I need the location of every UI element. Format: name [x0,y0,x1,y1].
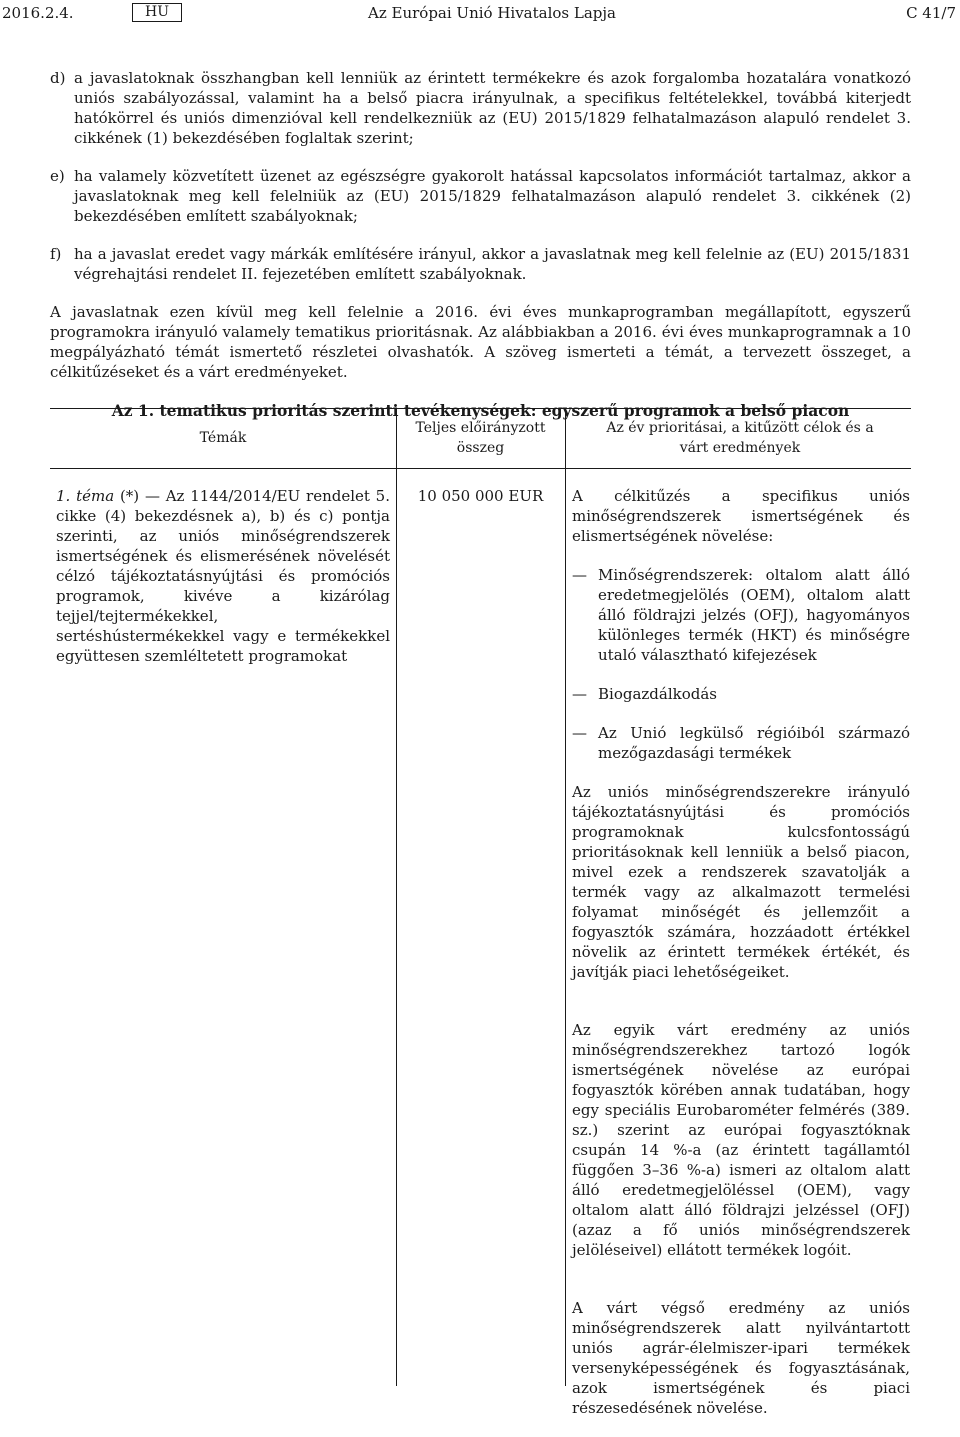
dash-item [572,723,910,763]
priority-paragraph: Az uniós minőségrendszerekre irányuló tájékoztatásnyújtási és promóciós programoknak kulcsfontosságú prioritásoknak kell lenniük a belső piacon, mivel ezek a rendszerek szavatolják a termék vagy az alkalmazott termelési folyamat minőségét és jellemzőit a fogyasztók számára, hozzáadott értékkel növelik az érintett termékek értékét, és javítják piaci lehetőségeiket. [572,783,910,981]
column-header-amount: Teljes előirányzott összeg [415,420,546,456]
page-header [0,4,960,26]
dash-item-text: Az Unió legkülső régióiból származó mezőgazdasági termékek [598,724,910,762]
list-item-text: ha valamely közvetített üzenet az egészségre gyakorolt hatással kapcsolatos információt tartalmaz, akkor a javaslatoknak meg kell felelniük az (EU) 2015/1829 felhatalmazáson alapuló rendelet 3. cikkének (2) bekezdésében említett szabályoknak; [74,167,911,225]
page-number: C 41/7 [906,4,956,22]
topic-lead: 1. téma [56,487,115,505]
dash-item [572,684,910,704]
objective-text: A célkitűzés a specifikus uniós minőségrendszerek ismertségének és elismertségének növelése: [572,487,910,545]
list-item-d [50,68,911,148]
journal-title: Az Európai Unió Hivatalos Lapja [368,4,616,22]
dash-marker: — [572,724,587,742]
priorities-cell [572,486,910,1437]
list-item-f [50,244,911,284]
publication-date: 2016.2.4. [2,4,74,22]
topic-text: — Az 1144/2014/EU rendelet 5. cikke (4) bekezdésnek a), b) és c) pontja szerinti, az uniós minőségrendszerek ismertségének és elismerésének növelését célzó tájékoztatásnyújtási és promóciós programok, kivéve a kizárólag tejjel/tejtermékekkel, sertéshústermékekkel vagy e termékekkel együttesen szemléltetett programokat [56,487,390,665]
expected-result-paragraph: Az egyik várt eredmény az uniós minőségrendszerekhez tartozó logók ismertségének növelése az európai fogyasztók körében annak tudatában, hogy egy speciális Eurobarométer felmérés (389. sz.) szerint az európai fogyasztóknak csupán 14 %-a (az érintett tagállamtól függően 3–36 %-a) ismeri az oltalom alatt álló eredetmegjelöléssel (OEM), vagy oltalom alatt álló földrajzi jelzéssel (OFJ) (azaz a fő uniós minőségrendszerek jelöléseivel) ellátott termékek logóit. [572,1021,910,1259]
dash-item-text: Biogazdálkodás [598,685,718,703]
column-header-topics: Témák [199,430,247,446]
document-body [50,68,911,437]
table-header-rule [50,468,911,469]
list-item-label: d) [50,69,66,87]
section-heading: Az 1. tematikus prioritás szerinti tevékenységek: egyszerű programok a belső piacon [111,401,850,420]
column-header-priorities: Az év prioritásai, a kitűzött célok és a várt eredmények [606,420,874,456]
topic-cell [56,486,390,666]
dash-marker: — [572,685,587,703]
dash-item-text: Minőségrendszerek: oltalom alatt álló eredetmegjelölés (OEM), oltalom alatt álló földrajzi jelzés (OFJ), hagyományos különleges termék (HKT) és minőségre utaló választható kifejezések [598,566,910,664]
language-code-box: HU [132,3,182,22]
amount-cell: 10 050 000 EUR [417,487,544,505]
list-item-e [50,166,911,226]
column-divider [396,408,397,1386]
dash-marker: — [572,566,587,584]
list-item-label: e) [50,167,65,185]
final-result-paragraph: A várt végső eredmény az uniós minőségrendszerek alatt nyilvántartott uniós agrár-élelmiszer-ipari termékek versenyképességének és fogyasztásának, azok ismertségének és piaci részesedésének növelése. [572,1299,910,1417]
list-item-text: a javaslatoknak összhangban kell lenniük az érintett termékekre és azok forgalomba hozatalára vonatkozó uniós szabályozással, valamint ha a belső piacra irányulnak, a specifikus feltételekkel, továbbá kiterjedt hatókörrel és uniós dimenzióval kell rendelkezniük az (EU) 2015/1829 felhatalmazáson alapuló rendelet 3. cikkének (1) bekezdésében foglaltak szerint; [74,69,911,147]
list-item-label: f) [50,245,62,263]
list-item-text: ha a javaslat eredet vagy márkák említésére irányul, akkor a javaslatnak meg kell felelnie az (EU) 2015/1831 végrehajtási rendelet II. fejezetében említett szabályoknak. [74,245,911,283]
topic-footnote-mark: (*) [119,487,140,505]
column-divider [565,408,566,1386]
dash-item [572,565,910,665]
priority-table [50,408,911,1417]
intro-paragraph: A javaslatnak ezen kívül meg kell felelnie a 2016. évi éves munkaprogramban megállapított, egyszerű programokra irányuló valamely tematikus prioritásnak. Az alábbiakban a 2016. évi éves munkaprogramnak a 10 megpályázható témát ismertető részletei olvashatók. A szöveg ismerteti a témát, a tervezett összeget, a célkitűzéseket és a várt eredményeket. [50,303,911,381]
